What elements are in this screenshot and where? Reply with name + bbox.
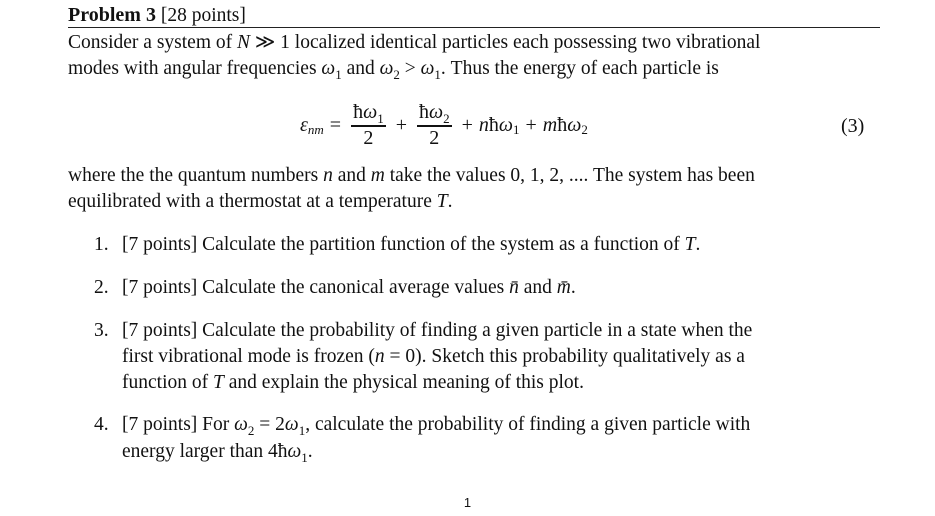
header-divider bbox=[68, 27, 880, 28]
intro-paragraph bbox=[68, 30, 883, 83]
equation-number: (3) bbox=[841, 115, 865, 137]
where-line-1: where the the quantum numbers n and m take the values 0, 1, 2, .... The system has been bbox=[68, 165, 755, 186]
problem-points: [28 points] bbox=[160, 5, 246, 26]
fraction-1: $\frac{ħ\omega_1}{2}$ bbox=[353, 101, 384, 149]
where-paragraph bbox=[68, 163, 883, 215]
page-number: 1 bbox=[463, 495, 472, 510]
energy-equation: ε nm = $\frac{ħ\omega_1}{2}$ + $\frac{ħ\omega_2}{2}$ + n ħ ω 1 + m ħ ω 2 bbox=[300, 101, 588, 149]
intro-line-1: Consider a system of N ≫ 1 localized identical particles each possessing two vibrational bbox=[68, 32, 761, 53]
problem-header bbox=[68, 2, 883, 26]
intro-line-2: modes with angular frequencies $\omega_1$ and $\omega_2 > \omega_1$. Thus the energy of each particle is bbox=[68, 58, 719, 82]
where-line-2: equilibrated with a thermostat at a temperature T. bbox=[68, 191, 453, 212]
problem-title: Problem 3 bbox=[68, 4, 156, 26]
document-page: Problem 3 [28 points] Consider a system of N ≫ 1 localized identical particles each possessing two vibrational modes with angular frequencies $\omega_1$ and $\omega_2 > \omega_1$. Thus the energy of each particle is ε nm = $\frac{ħ\omega_1}{2}$ + $\frac{ħ\omega_2}{2}$ + n ħ ω 1 + m ħ ω 2 (3) where the the quantum numbers n and m take the values 0, 1, 2, .... The system has been equilibrated with a thermostat at a temperature T. 1. [7 points] Calculate the partition function of the system as a function of T. 2. [7 points] Calculate the canonical average values n̄ and m̄. 3. [7 points] Calculate the probability of finding a given particle in a state when the first vibrational mode is frozen (n = 0). Sketch this probability qualitatively as a function of T and explain the physical meaning of this plot. 4. [7 points] For $\omega_2 = 2\omega_1$, calculate the probability of finding a given particle with energy larger than $4ħ\omega_1$. 1 bbox=[0, 0, 935, 507]
fraction-2: $\frac{ħ\omega_2}{2}$ bbox=[418, 101, 450, 149]
